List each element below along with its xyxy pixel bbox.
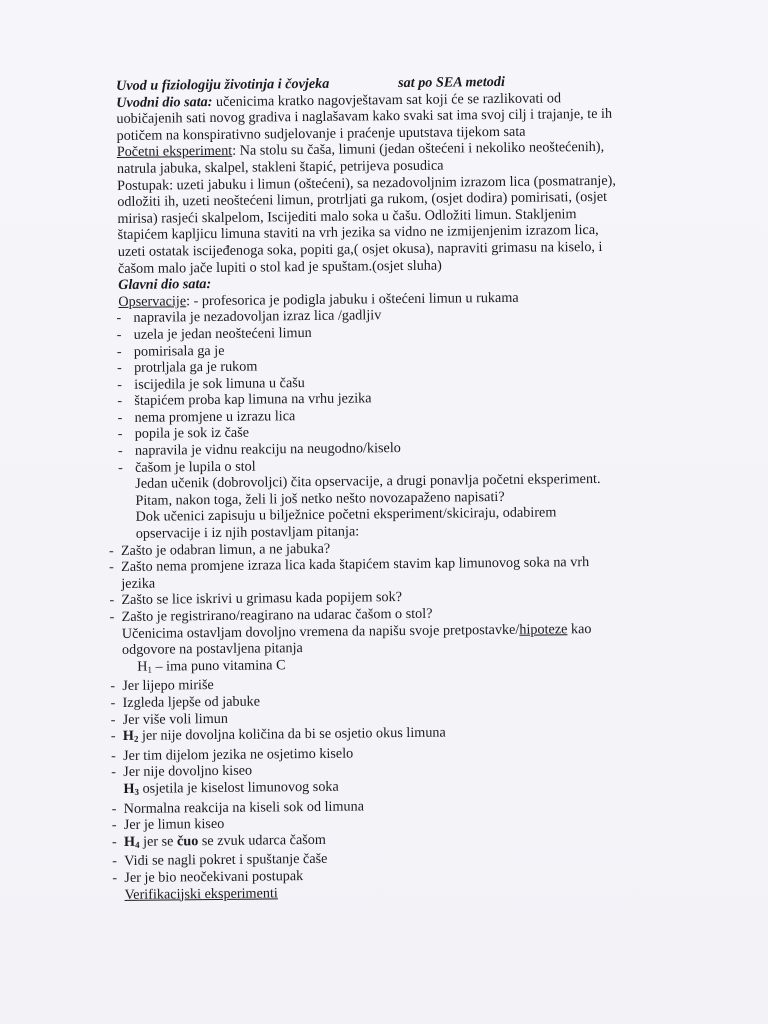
hypothesis-h1: $H_1$ – ima puno vitamina C	[137, 657, 286, 675]
list-item: - napravila je vidnu reakciju na neugodno/kiselo	[117, 440, 401, 460]
hipoteze-word: hipoteze	[519, 620, 568, 638]
list-item: - Normalna reakcija na kiseli sok od limuna	[111, 797, 365, 817]
question-item: - Zašto je registrirano/reagirano na udarac čašom o stol?	[109, 605, 433, 626]
postupak-line: štapićem kapljicu limuna staviti na vrh jezika sa vidno ne izmijenjenim izrazom lica,	[117, 222, 599, 244]
list-item: - Jer tim dijelom jezika ne osjetimo kiselo	[111, 745, 354, 764]
list-item: - uzela je jedan neoštećeni limun	[116, 324, 312, 343]
hypothesis-h3: $H_3$ osjetila je kiselost limunovog soka	[123, 778, 339, 797]
list-item: - protrljala ga je rukom	[116, 358, 258, 377]
para-line: Učenicima ostavljam dovoljno vremena da napišu svoje pretpostavke/hipoteze kao	[121, 620, 592, 642]
list-item: - pomirisala ga je	[116, 342, 225, 360]
verifikacijski-heading: Verifikacijski eksperimenti	[124, 884, 278, 903]
intro-label: Uvodni dio sata:	[116, 93, 213, 111]
list-item: - Jer lijepo miriše	[110, 677, 214, 695]
postupak-line: Postupak: uzeti jabuku i limun (oštećeni), sa nezadovoljnim izrazom lica (posmatranje),	[117, 172, 616, 194]
list-item: - Jer je bio neočekivani postupak	[112, 867, 304, 886]
postupak-line: čašom malo jače lupiti o stol kad je spuštam.(osjet sluha)	[117, 257, 442, 277]
question-item: - Zašto se lice iskrivi u grimasu kada popijem sok?	[109, 589, 403, 609]
intro-text: učenicima kratko nagovještavam sat koji će se razlikovati od	[212, 89, 562, 110]
list-item: - Jer je limun kiseo	[111, 816, 225, 834]
postupak-line: odložiti ih, uzeti neoštećeni limun, protrljati ga rukom, (osjet dodira) pomirisati, (osjet	[117, 189, 608, 211]
document-body	[108, 72, 665, 903]
para-line: odgovore na postavljena pitanja	[121, 640, 303, 659]
para-line: Dok učenici zapisuju u bilježnice početni eksperiment/skiciraju, odabirem	[135, 504, 557, 526]
pocetni-label: Početni eksperiment	[116, 143, 233, 161]
list-item: - Vidi se nagli pokret i spuštanje čaše	[112, 851, 328, 870]
hypothesis-h2: - $H_2$ jer nije dovoljna količina da bi se osjetio okus limuna	[110, 724, 446, 745]
opservacije-label: Opservacije	[118, 292, 187, 310]
list-item: - štapićem proba kap limuna na vrhu jezika	[117, 390, 372, 410]
intro-line: uobičajenih sati novog gradiva i naglašavam kako svaki sat ima svoj cilj i trajanje, te ih	[116, 105, 613, 128]
question-item-cont: jezika	[121, 575, 156, 592]
postupak-line: uzeti ostatak iscijeđenoga soka, popiti ga,( osjet okusa), napraviti grimasu na kiselo, i	[117, 238, 603, 260]
question-item: - Zašto je odabran limun, a ne jabuka?	[108, 540, 331, 559]
para-line: Jedan učenik (dobrovoljci) čita opservacije, a drugi ponavlja početni eksperiment.	[135, 471, 601, 493]
pocetni-line: natrula jabuka, skalpel, stakleni štapić, petrijeva posudica	[116, 157, 444, 177]
postupak-line: mirisa) rasjeći skalpelom, Iscijediti malo soka u čašu. Odložiti limun. Stakljenim	[117, 205, 577, 227]
list-item: - nema promjene u izrazu lica	[117, 408, 296, 426]
list-item: - Izgleda ljepše od jabuke	[110, 693, 261, 712]
intro-line: potičem na konspirativno sudjelovanje i praćenje uputstava tijekom sata	[116, 123, 526, 144]
hypothesis-h4: - $H_4$ jer se čuo se zvuk udarca čašom	[111, 831, 326, 850]
list-item: - Jer nije dovoljno kiseo	[111, 762, 253, 781]
list-item: - iscijedila je sok limuna u čašu	[117, 374, 305, 393]
para-line: opservacije i iz njih postavljam pitanja:	[135, 523, 360, 542]
list-item: - popila je sok iz čaše	[117, 425, 250, 443]
question-item: - Zašto nema promjene izraza lica kada štapićem stavim kap limunovog soka na vrh	[109, 554, 590, 576]
glavni-label: Glavni dio sata:	[118, 276, 212, 294]
list-item: - napravila je nezadovoljan izraz lica /gadljiv	[116, 307, 382, 327]
list-item: - čašom je lupila o stol	[117, 458, 256, 476]
opservacije-first: : - profesorica je podigla jabuku i oštećeni limun u rukama	[186, 289, 519, 309]
list-item: - Jer više voli limun	[110, 710, 229, 728]
pocetni-text: : Na stolu su čaša, limuni (jedan oštećeni i nekoliko neoštećenih),	[232, 139, 605, 160]
para-line: Pitam, nakon toga, želi li još netko nešto novozapaženo napisati?	[135, 488, 505, 509]
document-subtitle: sat po SEA metodi	[397, 73, 505, 92]
document-title: Uvod u fiziologiju životinja i čovjeka	[116, 75, 330, 94]
